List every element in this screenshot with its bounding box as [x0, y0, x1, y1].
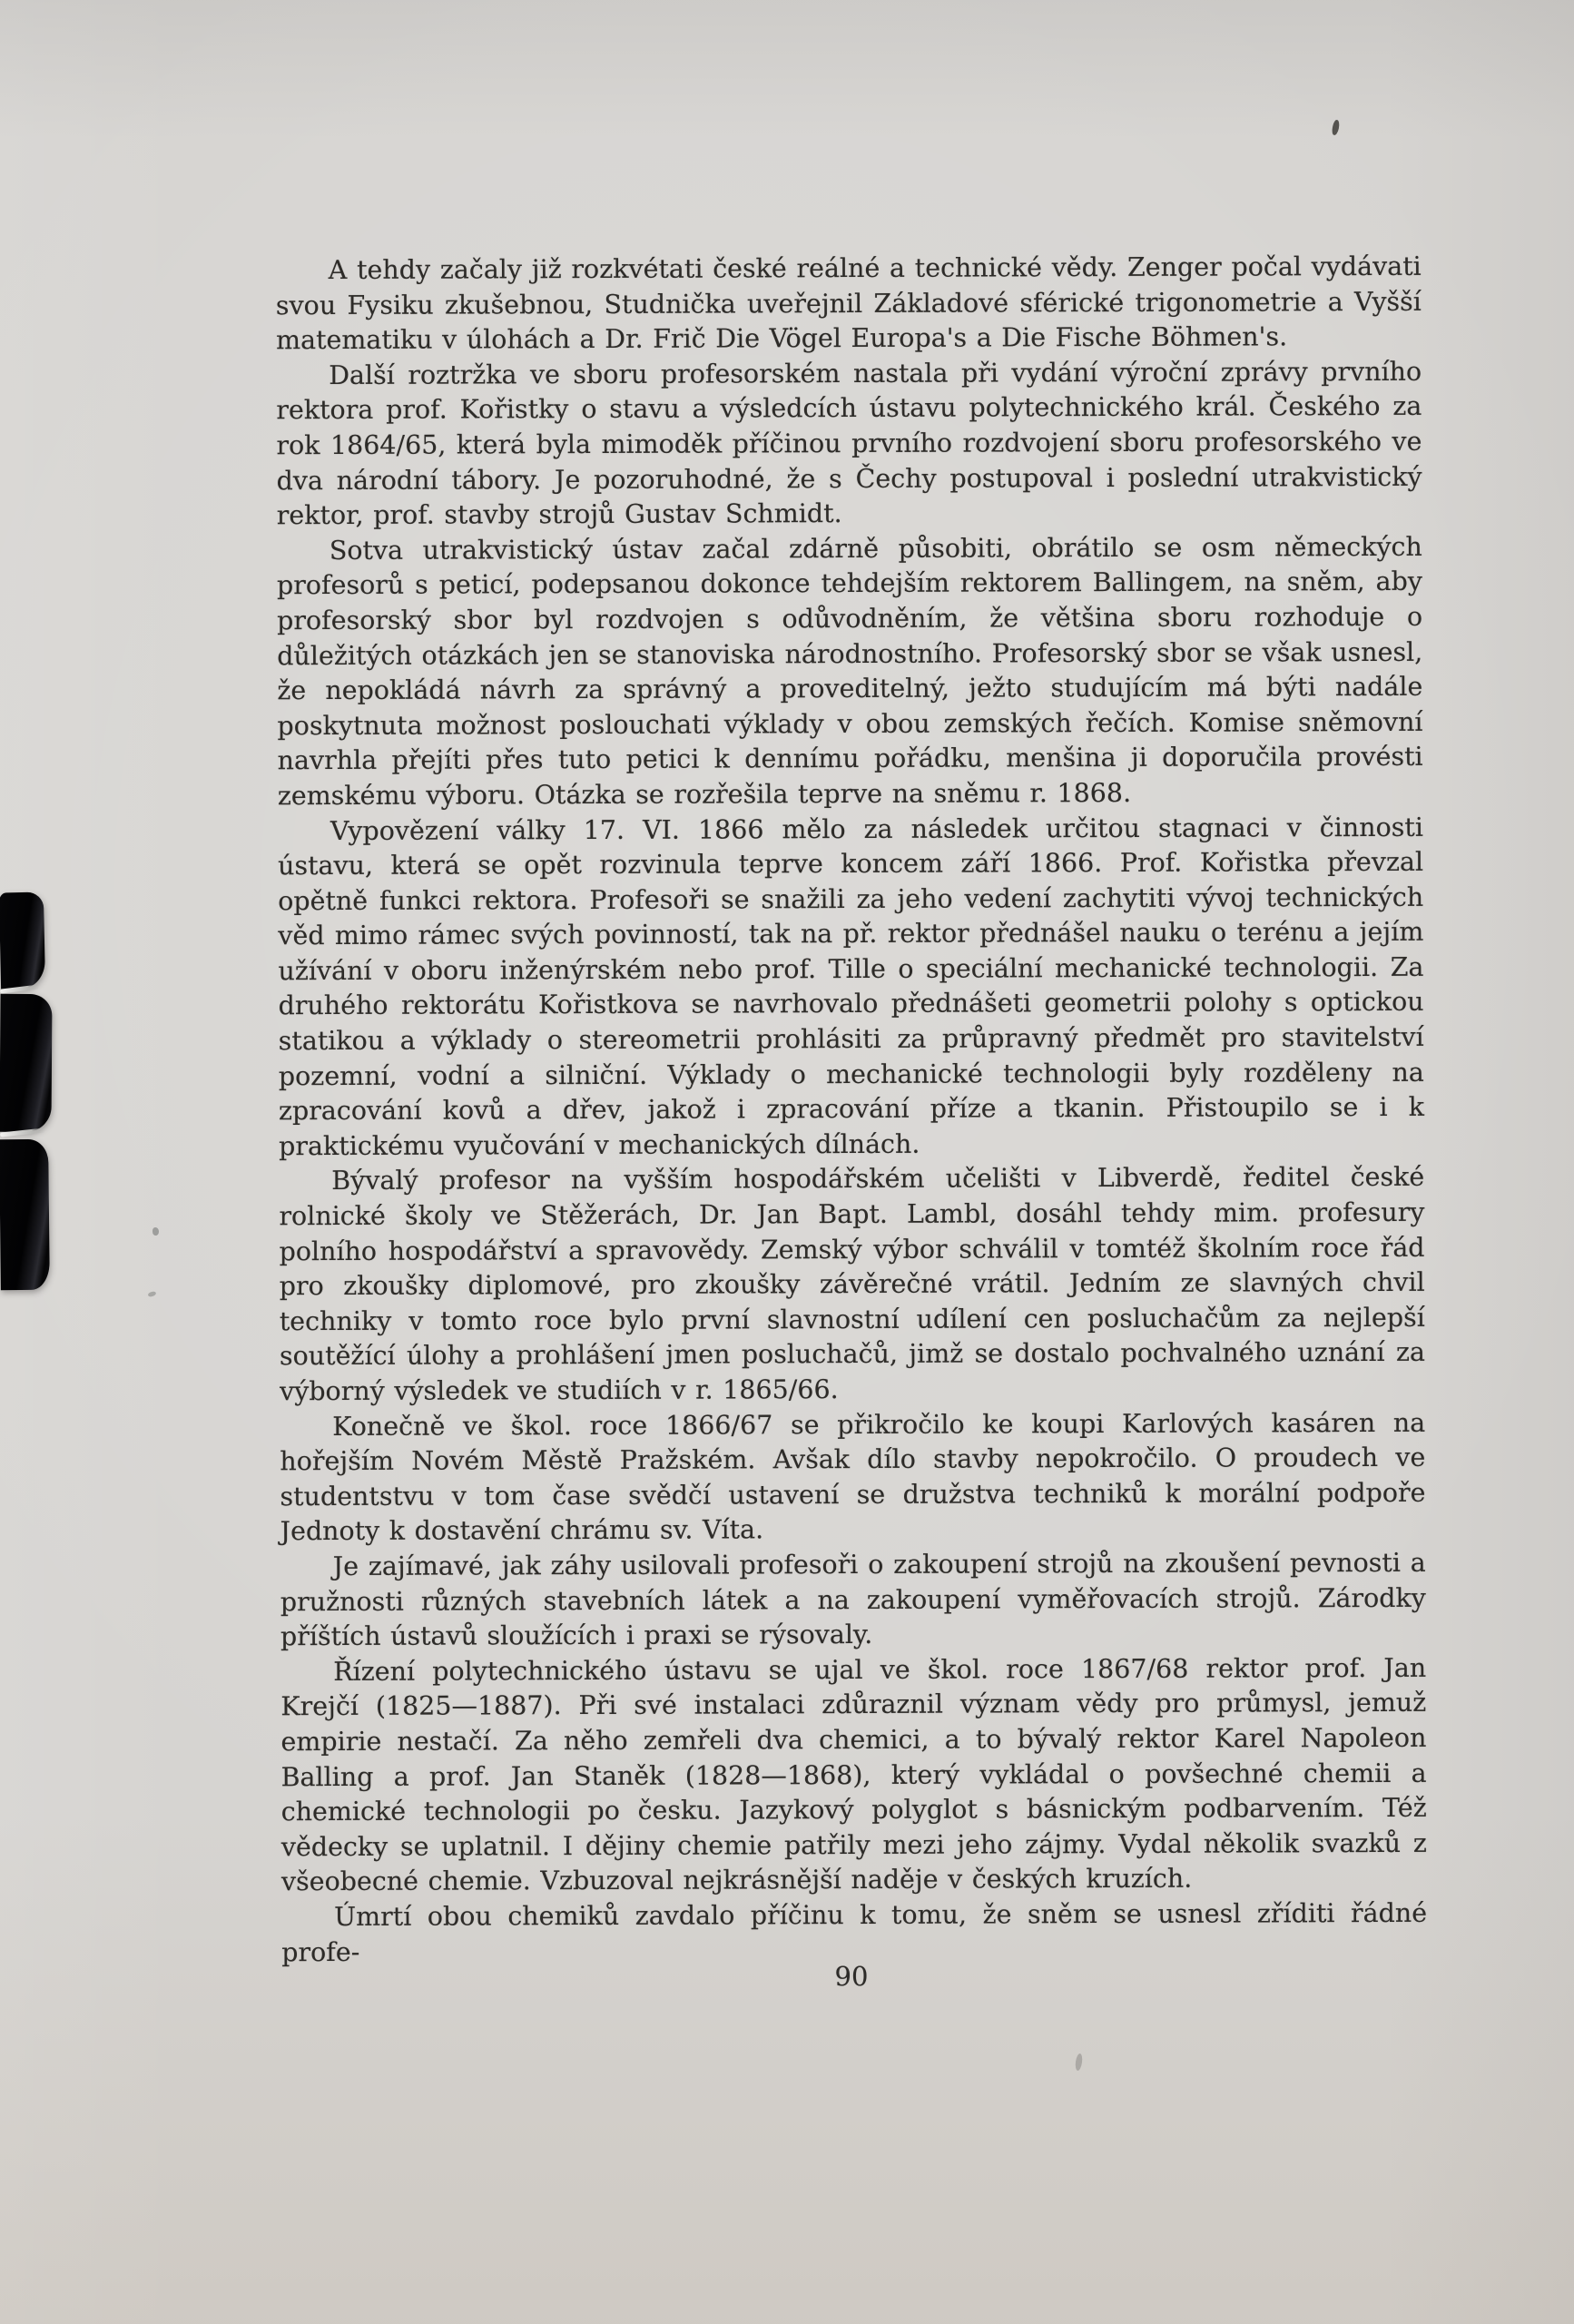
paragraph: Je zajímavé, jak záhy usilovali profesoři o zakoupení strojů na zkoušení pevnosti a pružnosti různých stavebních látek a na zakoupení vyměřovacích strojů. Zárodky příštích ústavů sloužících i praxi se rýsovaly. [280, 1547, 1426, 1652]
paragraph: Vypovězení války 17. VI. 1866 mělo za následek určitou stagnaci v činnosti ústavu, která se opět rozvinula teprve koncem září 1866. Prof. Kořistka převzal opětně funkci rektora. Profesoři se snažili za jeho vedení zachytiti vývoj technických věd mimo rámec svých povinností, tak na př. rektor přednášel nauku o terénu a jejím užívání v oboru inženýrském nebo prof. Tille o speciální mechanické technologii. Za druhého rektorátu Kořistkova se navrhovalo přednášeti geometrii polohy s optickou statikou a výklady o stereometrii prohlásiti za průpravný předmět pro stavitelství pozemní, vodní a silniční. Výklady o mechanické technologii byly rozděleny na zpracování kovů a dřev, jakož i zpracování příze a tkanin. Přistoupilo se i k praktickému vyučování v mechanických dílnách. [278, 812, 1425, 1162]
binding-clip-segment [0, 994, 53, 1132]
paper-speck [152, 1227, 159, 1236]
paragraph: Řízení polytechnického ústavu se ujal ve škol. roce 1867/68 rektor prof. Jan Krejčí (1825—1887). Při své instalaci zdůraznil význam vědy pro průmysl, jemuž empirie nestačí. Za něho zemřeli dva chemici, a to bývalý rektor Karel Napoleon Balling a prof. Jan Staněk (1828—1868), který vykládal o povšechné chemii a chemické technologii po česku. Jazykový polyglot s básnickým podbarvením. Též vědecky se uplatnil. I dějiny chemie patřily mezi jeho zájmy. Vydal několik svazků z všeobecné chemie. Vzbuzoval nejkrásnější naděje v českých kruzích. [280, 1652, 1427, 1897]
paragraph: Konečně ve škol. roce 1866/67 se přikročilo ke koupi Karlových kasáren na hořejším Novém Městě Pražském. Avšak dílo stavby nepokročilo. O proudech ve studentstvu v tom čase svědčí ustavení se družstva techniků k morální podpoře Jednoty k dostavění chrámu sv. Víta. [280, 1407, 1426, 1547]
page-text [276, 250, 1428, 1970]
binding-clip-segment [0, 891, 45, 989]
paragraph: A tehdy začaly již rozkvétati české reálné a technické vědy. Zenger počal vydávati svou Fysiku zkušebnou, Studnička uveřejnil Základové sférické trigonometrie a Vyšší matematiku v úlohách a Dr. Frič Die Vögel Europa's a Die Fische Böhmen's. [275, 251, 1422, 356]
paper-speck [147, 1291, 156, 1298]
paragraph: Úmrtí obou chemiků zavdalo příčinu k tomu, že sněm se usnesl zříditi řádné profe- [281, 1897, 1428, 1967]
ink-speck [1331, 119, 1340, 135]
binding-clip-segment [0, 1139, 50, 1291]
paper-smudge [1075, 2053, 1084, 2072]
page-number: 90 [834, 1961, 869, 1992]
binding-clip [0, 892, 56, 1308]
paragraph: Sotva utrakvistický ústav začal zdárně působiti, obrátilo se osm německých profesorů s peticí, podepsanou dokonce tehdejším rektorem Ballingem, na sněm, aby profesorský sbor byl rozdvojen s odůvodněním, že většina sboru rozhoduje o důležitých otázkách jen se stanoviska národnostního. Profesorský sbor se však usnesl, že nepokládá návrh za správný a proveditelný, ježto studujícím má býti nadále poskytnuta možnost poslouchati výklady v obou zemských řečích. Komise sněmovní navrhla přejíti přes tuto petici k dennímu pořádku, menšina ji doporučila provésti zemskému výboru. Otázka se rozřešila teprve na sněmu r. 1868. [276, 531, 1423, 812]
paragraph: Bývalý profesor na vyšším hospodářském učelišti v Libverdě, ředitel české rolnické školy ve Stěžerách, Dr. Jan Bapt. Lambl, dosáhl tehdy mim. profesury polního hospodářství a spravovědy. Zemský výbor schválil v tomtéž školním roce řád pro zkoušky diplomové, pro zkoušky závěrečné vrátil. Jedním ze slavných chvil techniky v tomto roce bylo první slavnostní udílení cen posluchačům za nejlepší soutěžící úlohy a prohlášení jmen posluchačů, jimž se dostalo pochvalného uznání za výborný výsledek ve studiích v r. 1865/66. [279, 1162, 1425, 1407]
paragraph: Další roztržka ve sboru profesorském nastala při vydání výroční zprávy prvního rektora prof. Kořistky o stavu a výsledcích ústavu polytechnického král. Českého za rok 1864/65, která byla mimoděk příčinou prvního rozdvojení sboru profesorského ve dva národní tábory. Je pozoruhodné, že s Čechy postupoval i poslední utrakvistický rektor, prof. stavby strojů Gustav Schmidt. [276, 356, 1422, 531]
